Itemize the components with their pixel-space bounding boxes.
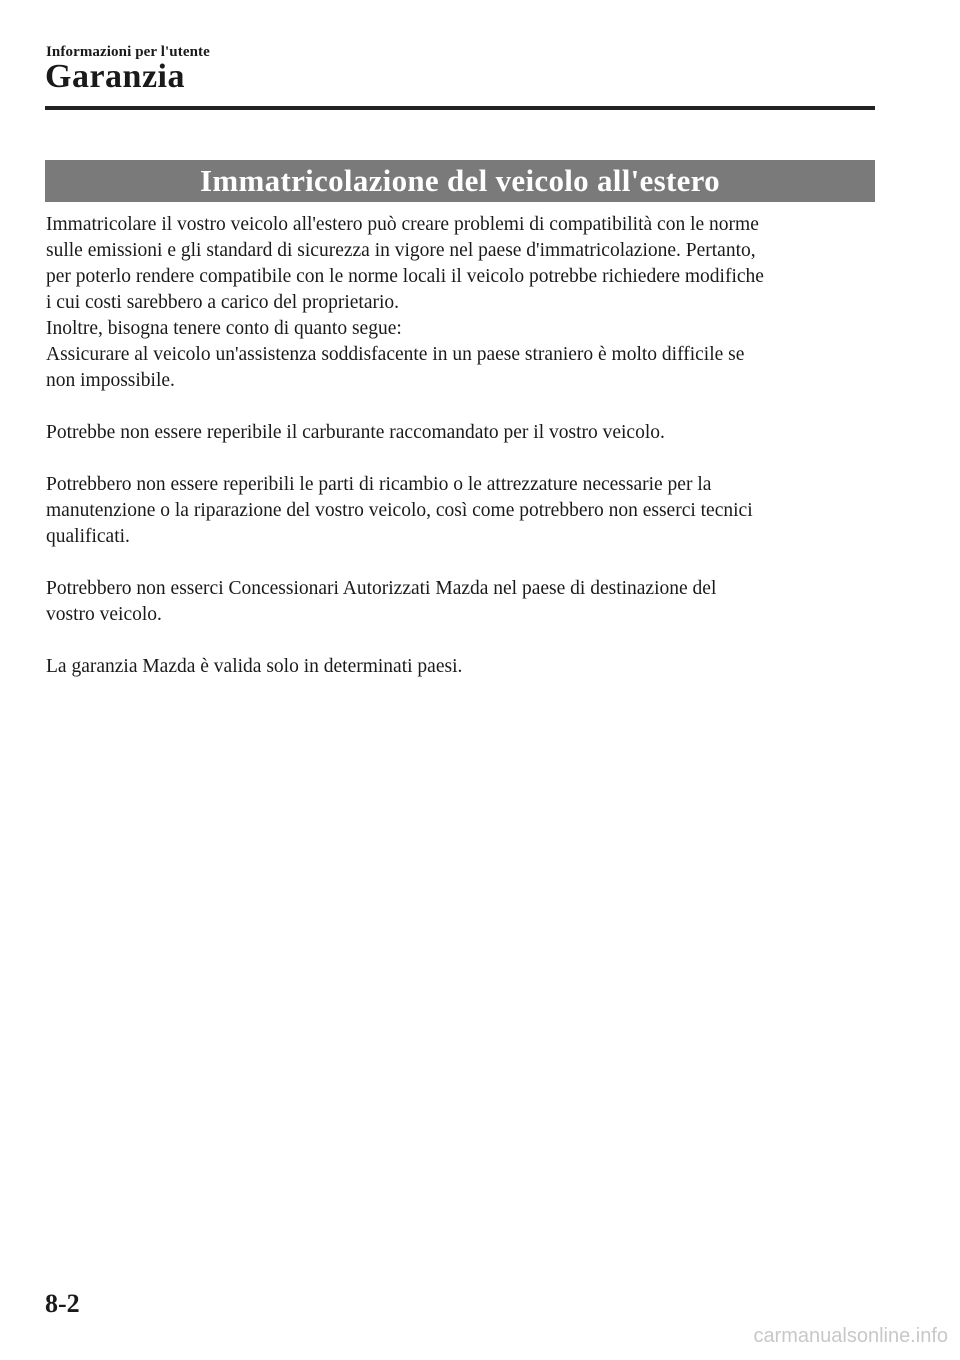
intro-line: i cui costi sarebbero a carico del proprietario. bbox=[46, 292, 400, 313]
intro-line: Inoltre, bisogna tenere conto di quanto segue: bbox=[46, 318, 402, 339]
body-content bbox=[46, 212, 876, 680]
watermark: carmanualsonline.info bbox=[753, 1325, 948, 1347]
paragraph-gap bbox=[46, 550, 876, 576]
paragraph-gap bbox=[46, 394, 876, 420]
intro-line: Assicurare al veicolo un'assistenza soddisfacente in un paese straniero è molto difficile se bbox=[46, 344, 745, 365]
parts-line: manutenzione o la riparazione del vostro veicolo, così come potrebbero non esserci tecnici bbox=[46, 500, 753, 521]
parts-line: qualificati. bbox=[46, 526, 130, 547]
intro-line: sulle emissioni e gli standard di sicurezza in vigore nel paese d'immatricolazione. Pertanto, bbox=[46, 240, 756, 261]
intro-line: Immatricolare il vostro veicolo all'estero può creare problemi di compatibilità con le norme bbox=[46, 214, 759, 235]
dealers-line: vostro veicolo. bbox=[46, 604, 162, 625]
warranty-paragraph: La garanzia Mazda è valida solo in determinati paesi. bbox=[46, 656, 463, 677]
paragraph-gap bbox=[46, 446, 876, 472]
header-rule bbox=[45, 106, 875, 110]
section-title-banner: Immatricolazione del veicolo all'estero bbox=[45, 160, 875, 202]
page-number: 8-2 bbox=[45, 1289, 80, 1318]
fuel-paragraph: Potrebbe non essere reperibile il carburante raccomandato per il vostro veicolo. bbox=[46, 422, 665, 443]
section-label: Informazioni per l'utente bbox=[46, 44, 210, 60]
parts-line: Potrebbero non essere reperibili le parti di ricambio o le attrezzature necessarie per la bbox=[46, 474, 712, 495]
paragraph-gap bbox=[46, 628, 876, 654]
dealers-line: Potrebbero non esserci Concessionari Autorizzati Mazda nel paese di destinazione del bbox=[46, 578, 717, 599]
intro-line: non impossibile. bbox=[46, 370, 175, 391]
chapter-title: Garanzia bbox=[45, 58, 185, 95]
intro-line: per poterlo rendere compatibile con le norme locali il veicolo potrebbe richiedere modifiche bbox=[46, 266, 764, 287]
